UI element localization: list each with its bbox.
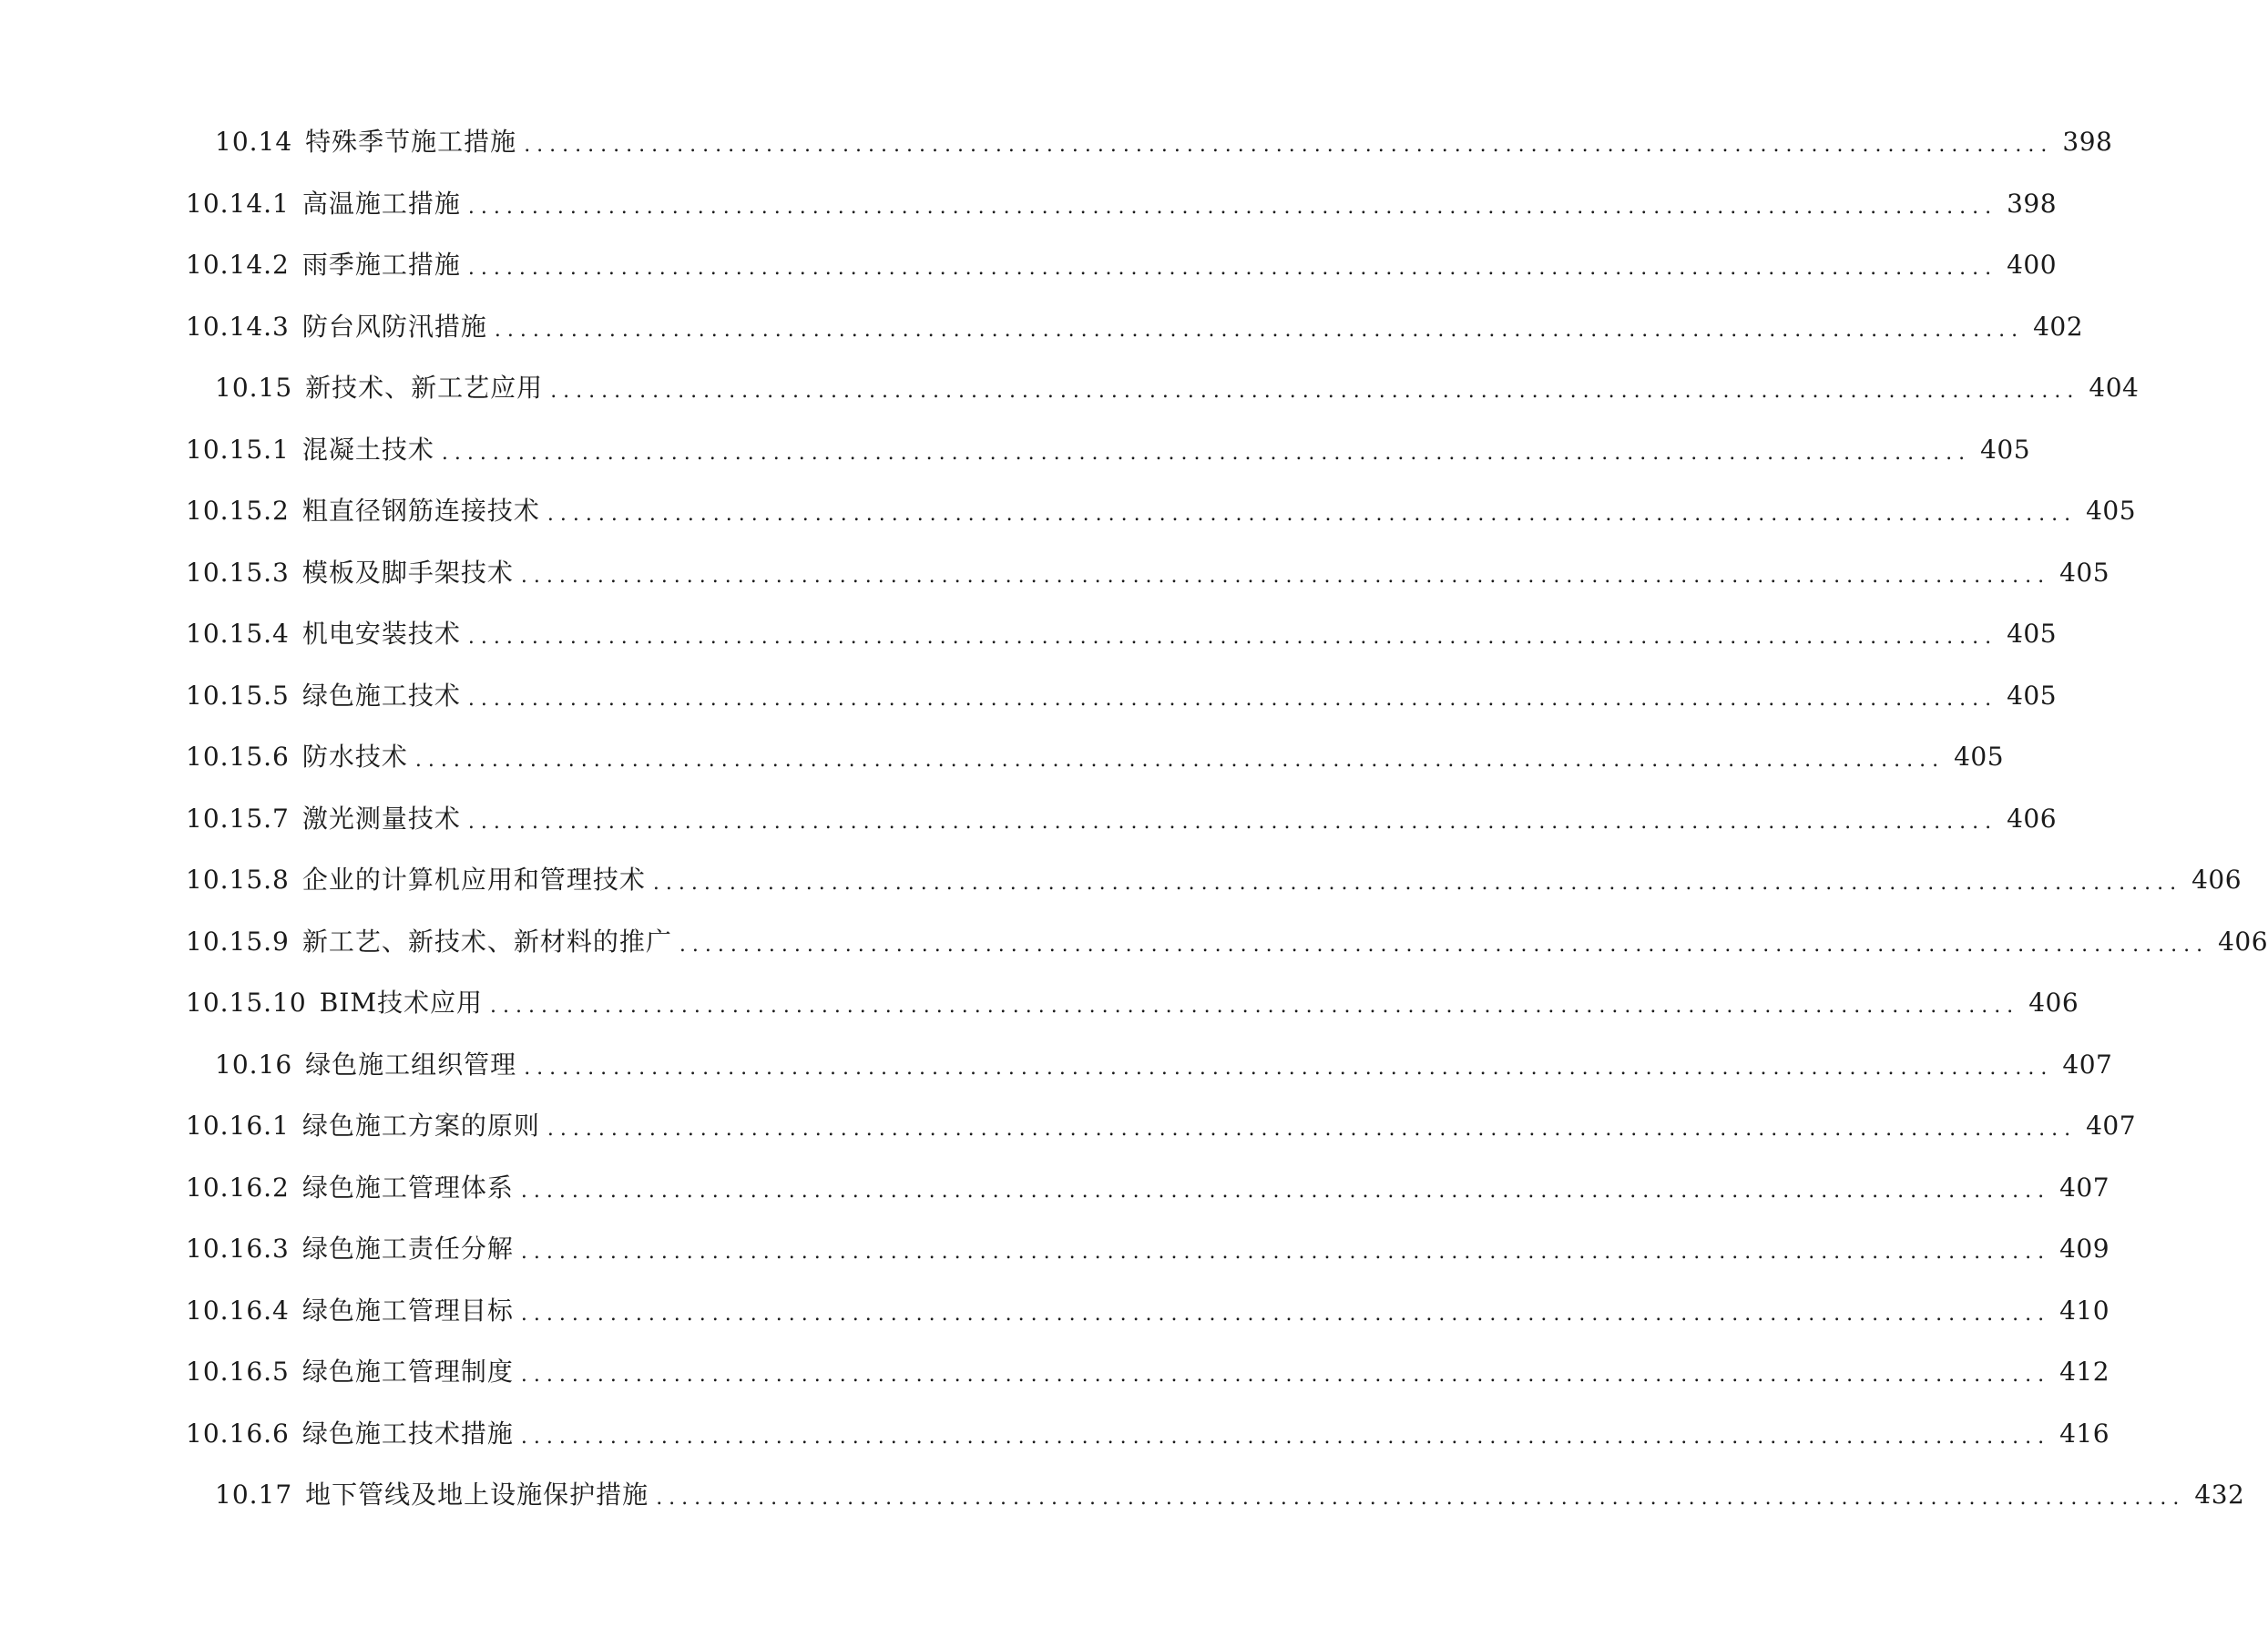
- toc-entry-page-number: 405: [1980, 434, 2031, 465]
- toc-entry-page-number: 405: [2007, 619, 2058, 649]
- toc-entry-number: 10.16.4: [186, 1295, 290, 1326]
- toc-entry-title: 绿色施工管理制度: [301, 1357, 514, 1387]
- toc-entry-page-number: 407: [2062, 1049, 2113, 1080]
- toc-entry[interactable]: [186, 432, 2031, 468]
- toc-entry-title: 企业的计算机应用和管理技术: [301, 865, 646, 895]
- toc-entry-page-number: 407: [2086, 1111, 2137, 1141]
- toc-dot-leader: ........................................................................................................................: [547, 1118, 2078, 1141]
- toc-entry[interactable]: [186, 493, 2137, 529]
- toc-entry[interactable]: [186, 247, 2058, 283]
- toc-entry-page-number: 405: [2007, 680, 2058, 711]
- toc-entry[interactable]: [186, 739, 2005, 775]
- toc-entry-number: 10.15.1: [186, 434, 290, 465]
- toc-entry-title: 绿色施工管理目标: [301, 1295, 514, 1326]
- toc-entry[interactable]: [215, 1477, 2245, 1513]
- toc-entry-number: 10.15.5: [186, 680, 290, 711]
- toc-dot-leader: ........................................................................................................................: [652, 872, 2183, 895]
- toc-dot-leader: ........................................................................................................................: [679, 933, 2210, 957]
- toc-entry[interactable]: [186, 678, 2058, 714]
- toc-entry-page-number: 406: [2007, 803, 2058, 834]
- toc-entry[interactable]: [186, 1108, 2137, 1144]
- toc-entry-page-number: 409: [2059, 1234, 2110, 1264]
- toc-entry[interactable]: [186, 1170, 2110, 1206]
- toc-dot-leader: ........................................................................................................................: [547, 503, 2078, 526]
- toc-entry[interactable]: [186, 1231, 2110, 1267]
- toc-entry[interactable]: [186, 186, 2058, 222]
- toc-entry-page-number: 416: [2059, 1418, 2110, 1449]
- toc-entry-page-number: 432: [2194, 1480, 2245, 1510]
- toc-entry-number: 10.16.5: [186, 1357, 290, 1387]
- toc-dot-leader: ........................................................................................................................: [524, 1056, 2054, 1080]
- toc-entry-title: BIM技术应用: [319, 988, 483, 1018]
- toc-entry-number: 10.16.2: [186, 1172, 290, 1203]
- toc-entry-number: 10.17: [215, 1480, 293, 1510]
- toc-dot-leader: ........................................................................................................................: [494, 318, 2025, 342]
- toc-entry-number: 10.14: [215, 127, 293, 157]
- toc-entry[interactable]: [186, 309, 2084, 345]
- toc-dot-leader: ........................................................................................................................: [520, 1179, 2051, 1203]
- toc-entry-title: 绿色施工责任分解: [301, 1234, 514, 1264]
- toc-dot-leader: ........................................................................................................................: [467, 626, 1998, 649]
- toc-entry-title: 绿色施工技术措施: [301, 1418, 514, 1449]
- toc-entry[interactable]: [186, 801, 2058, 837]
- toc-entry-number: 10.16: [215, 1049, 293, 1080]
- toc-entry-page-number: 404: [2089, 373, 2140, 403]
- toc-entry-number: 10.15: [215, 373, 293, 403]
- toc-dot-leader: ........................................................................................................................: [490, 995, 2020, 1018]
- toc-entry-page-number: 400: [2007, 250, 2058, 280]
- toc-entry-number: 10.15.8: [186, 865, 290, 895]
- toc-entry-page-number: 405: [2059, 557, 2110, 588]
- toc-entry-number: 10.15.4: [186, 619, 290, 649]
- toc-entry-page-number: 407: [2059, 1172, 2110, 1203]
- toc-entry-title: 绿色施工技术: [301, 680, 461, 711]
- toc-entry-page-number: 398: [2062, 127, 2113, 157]
- toc-entry-page-number: 402: [2033, 311, 2084, 342]
- toc-entry-number: 10.15.9: [186, 926, 290, 957]
- toc-entry-number: 10.14.2: [186, 250, 290, 280]
- toc-entry[interactable]: [215, 370, 2140, 406]
- toc-dot-leader: ........................................................................................................................: [441, 441, 1972, 465]
- toc-dot-leader: ........................................................................................................................: [467, 257, 1998, 280]
- toc-entry-title: 绿色施工方案的原则: [301, 1111, 540, 1141]
- toc-entry[interactable]: [186, 1354, 2110, 1390]
- toc-dot-leader: ........................................................................................................................: [520, 564, 2051, 588]
- toc-entry-number: 10.15.7: [186, 803, 290, 834]
- toc-entry-page-number: 406: [2218, 926, 2268, 957]
- toc-entry[interactable]: [215, 1047, 2113, 1083]
- toc-entry-page-number: 398: [2007, 188, 2058, 219]
- toc-entry-page-number: 412: [2059, 1357, 2110, 1387]
- toc-dot-leader: ........................................................................................................................: [414, 749, 1946, 772]
- toc-dot-leader: ........................................................................................................................: [467, 195, 1998, 219]
- toc-entry-number: 10.15.2: [186, 496, 290, 526]
- toc-entry-number: 10.14.3: [186, 311, 290, 342]
- toc-entry-title: 激光测量技术: [301, 803, 461, 834]
- toc-entry-title: 特殊季节施工措施: [305, 127, 517, 157]
- toc-entry-page-number: 405: [1954, 742, 2005, 772]
- toc-entry-title: 绿色施工组织管理: [305, 1049, 517, 1080]
- toc-entry-number: 10.16.3: [186, 1234, 290, 1264]
- toc-entry-page-number: 405: [2086, 496, 2137, 526]
- toc-entry-title: 地下管线及地上设施保护措施: [305, 1480, 649, 1510]
- toc-entry-title: 粗直径钢筋连接技术: [301, 496, 540, 526]
- toc-dot-leader: ........................................................................................................................: [467, 810, 1998, 834]
- toc-entry-title: 新工艺、新技术、新材料的推广: [301, 926, 672, 957]
- toc-entry[interactable]: [186, 985, 2079, 1021]
- toc-entry-number: 10.15.6: [186, 742, 290, 772]
- toc-dot-leader: ........................................................................................................................: [550, 380, 2080, 403]
- toc-entry[interactable]: [186, 924, 2268, 960]
- toc-entry[interactable]: [186, 862, 2242, 898]
- toc-dot-leader: ........................................................................................................................: [520, 1425, 2051, 1449]
- toc-dot-leader: ........................................................................................................................: [467, 687, 1998, 711]
- toc-dot-leader: ........................................................................................................................: [524, 134, 2054, 157]
- toc-entry-title: 混凝土技术: [301, 434, 434, 465]
- toc-entry-title: 雨季施工措施: [301, 250, 461, 280]
- toc-entry[interactable]: [186, 1416, 2110, 1452]
- toc-entry-title: 高温施工措施: [301, 188, 461, 219]
- toc-entry-number: 10.15.10: [186, 988, 307, 1018]
- toc-dot-leader: ........................................................................................................................: [520, 1364, 2051, 1387]
- toc-entry-number: 10.15.3: [186, 557, 290, 588]
- toc-entry-page-number: 410: [2059, 1295, 2110, 1326]
- toc-entry[interactable]: [186, 555, 2110, 591]
- toc-entry-title: 防水技术: [301, 742, 408, 772]
- toc-entry-number: 10.16.1: [186, 1111, 290, 1141]
- toc-entry-title: 防台风防汛措施: [301, 311, 487, 342]
- toc-entry[interactable]: [186, 616, 2058, 652]
- toc-entry-page-number: 406: [2191, 865, 2242, 895]
- toc-entry-number: 10.14.1: [186, 188, 290, 219]
- toc-entry-title: 模板及脚手架技术: [301, 557, 514, 588]
- toc-entry[interactable]: [186, 1293, 2110, 1329]
- toc-entry-number: 10.16.6: [186, 1418, 290, 1449]
- toc-entry[interactable]: [215, 124, 2113, 160]
- toc-dot-leader: ........................................................................................................................: [656, 1487, 2186, 1510]
- toc-entry-title: 绿色施工管理体系: [301, 1172, 514, 1203]
- toc-dot-leader: ........................................................................................................................: [520, 1302, 2051, 1326]
- toc-dot-leader: ........................................................................................................................: [520, 1241, 2051, 1264]
- toc-entry-title: 新技术、新工艺应用: [305, 373, 544, 403]
- toc-entry-page-number: 406: [2028, 988, 2079, 1018]
- toc-entry-title: 机电安装技术: [301, 619, 461, 649]
